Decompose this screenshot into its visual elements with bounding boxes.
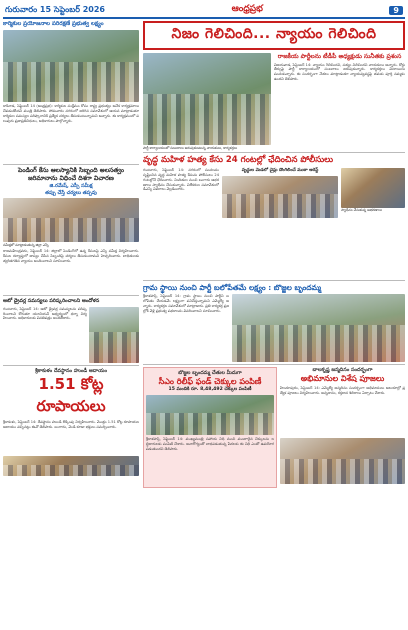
left-story1-body: కాకినాడ, సెప్టెంబర్ 14 (ఆంధ్రప్రభ): కార్మికుల సంక్షేమం కోసం రాష్ట్ర ప్రభుత్వం అనేక కార్యక్రమాలు చేపడుతోందని మంత్రి తెలిపారు. సోమవారం నగరంలో జరిగిన సమావేశంలో ఆయన మాట్లాడుతూ కార్మికుల సమస్యల పరిష్కారానికి ప్రత్యేక చర్యలు తీసుకుంటున్నామని అన్నారు. ఈ కార్యక్రమంలో పలువురు ప్రజాప్రతినిధులు, అధికారులు పాల్గొన్నారు. bbox=[3, 103, 139, 123]
left-story3-headline: ఆటో డ్రైవర్ల సమస్యలు పరిష్కరించాలని ఆందోళన bbox=[3, 298, 100, 305]
right-story4-body: శ్రీకాళహస్తి, సెప్టెంబర్ 14: ముఖ్యమంత్రి సహాయ నిధి నుంచి మంజూరైన చెక్కులను లబ్ధిదారులకు పంపిణీ చేశారు. అనారోగ్యంతో బాధపడుతున్న పేదలకు ఈ నిధి ఎంతో ఉపయోగపడుతుందని తెలిపారు. bbox=[146, 437, 274, 451]
left-story3-body: గుంటూరు, సెప్టెంబర్ 14: ఆటో డ్రైవర్ల సమస్యలను పరిష్కరించాలని కోరుతూ యూనియన్ ఆధ్వర్యంలో ధర్నా నిర్వహించారు. అధికారులకు వినతిపత్రం అందజేశారు. bbox=[3, 306, 87, 321]
right-story5-headline: అభిమానుల విశేష పూజలు bbox=[300, 374, 385, 384]
right-story1-caption: పార్టీ కార్యాలయంలో సంబరాలు జరుపుకుంటున్న నాయకులు, కార్యకర్తలు bbox=[143, 146, 238, 150]
right-story4-subhead: 15 మందికి రూ. 8,48,492 చెక్కుల పంపిణీ bbox=[168, 387, 252, 393]
right-story2-body: గుంటూరు, సెప్టెంబర్ 14: నగరంలో సంచలనం సృష్టించిన వృద్ధ మహిళ హత్య కేసును పోలీసులు 24 గంటల్లోనే ఛేదించారు. నిందితుల నుంచి బంగారు ఆభరణాలు స్వాధీనం చేసుకున్నారు. విలేకరుల సమావేశంలో డీఎస్పీ వివరాలు వెల్లడించారు. bbox=[143, 168, 219, 192]
right-area bbox=[143, 21, 405, 488]
right-story4-photo bbox=[146, 395, 274, 435]
right-story4-box bbox=[143, 367, 277, 488]
brand-name: ఆంధ్రప్రభ bbox=[231, 4, 263, 14]
left-story2-body: రాజమహేంద్రవరం, సెప్టెంబర్ 14: జిల్లాలో పెండింగ్‌లో ఉన్న కేసులపై ఎస్పీ సమీక్ష నిర్వహించారు. కేసుల దర్యాప్తులో జాప్యం చేసిన సిబ్బందిపై చర్యలు తీసుకుంటామని హెచ్చరించారు. బాధితులకు త్వరితగతిన న్యాయం అందించాలని సూచించారు. bbox=[3, 249, 139, 264]
right-story3-headline: గ్రామ స్థాయి నుంచి పార్టీ బలోపేతమే లక్ష్యం : బొజ్జల బృందమ్మ bbox=[143, 283, 322, 293]
left-column bbox=[3, 21, 139, 488]
right-story4-headline: సీఎం రిలీఫ్ ఫండ్ చెక్కుల పంపిణీ bbox=[158, 377, 262, 387]
right-story5-photo bbox=[280, 438, 405, 484]
front-banner-headline: నిజం గెలిచింది... న్యాయం గెలిచింది bbox=[143, 21, 405, 50]
right-story4-kicker: బొజ్జల బృందమ్మ చేతుల మీదుగా bbox=[178, 370, 242, 377]
left-story2-caption: సమీక్షలో మాట్లాడుతున్న జిల్లా ఎస్పీ bbox=[3, 242, 49, 247]
left-story4-kicker: శ్రీకాకుళం దేవస్థానం హుండీ ఆదాయం bbox=[35, 367, 107, 374]
page-number: 9 bbox=[389, 6, 403, 15]
right-story1-photo bbox=[143, 53, 271, 145]
right-story5-kicker: బాలకృష్ణ జన్మదినం సందర్భంగా bbox=[312, 367, 373, 374]
right-story2-jewel-photo bbox=[341, 168, 405, 208]
left-story2-headline: పెండింగ్‌ కేసు ఆలస్యానికి సిబ్బంది అలసత్వం జరిమానాను విధించే దిశగా విచారణ bbox=[17, 166, 125, 182]
right-story2-subhead: వృద్ధుల మెడలో చైన్లు దొంగిలించే ముఠా అరెస్ట్ bbox=[241, 168, 319, 174]
right-story1-headline: రాజకీయ పార్టీలను టీడీపీ అధ్యక్షుడు సునీతకు ప్రశంస bbox=[277, 53, 402, 60]
left-story2-byline1: జి.రమేష్, ఎస్పీ సమీక్ష bbox=[49, 183, 93, 190]
right-story3-photo bbox=[232, 294, 405, 362]
left-story1-headline: కార్మికుల ప్రయోజనాల పరిరక్షణే ప్రభుత్వ లక్ష్యం bbox=[3, 21, 104, 27]
left-story4-body: శ్రీకాకుళం, సెప్టెంబర్ 14: దేవస్థానం హుండీ లెక్కింపు నిర్వహించారు. మొత్తం 1.51 కోట్ల రూపాయల ఆదాయం వచ్చినట్లు ఈవో తెలిపారు. బంగారం, వెండి కూడా భక్తులు సమర్పించారు. bbox=[3, 419, 139, 429]
left-story4-photo bbox=[3, 456, 139, 476]
masthead bbox=[3, 3, 405, 19]
right-story2-caption: స్వాధీనం చేసుకున్న ఆభరణాలు bbox=[341, 208, 382, 213]
right-story2-headline: వృద్ధ మహిళ హత్య కేసు 24 గంటల్లో ఛేదించిన పోలీసులు bbox=[143, 155, 334, 166]
issue-date: గురువారం 15 సెప్టెంబర్ 2026 bbox=[5, 4, 105, 14]
right-story1-body: విజయవాడ, సెప్టెంబర్ 14: న్యాయం గెలిచిందని, సత్యం నిలిచిందని నాయకులు అన్నారు. కోర్టు తీర్పుపై పార్టీ కార్యాలయంలో సంబరాలు జరుపుకున్నారు. కార్యకర్తలు మిఠాయిలు పంచుకున్నారు. ఈ సందర్భంగా నేతలు మాట్లాడుతూ న్యాయవ్యవస్థపై తమకు పూర్తి నమ్మకం ఉందని తెలిపారు. bbox=[274, 62, 405, 82]
left-story3-photo bbox=[89, 307, 139, 363]
left-story2-byline2: తప్పు చేస్తే చర్యలు తప్పవు bbox=[45, 189, 97, 196]
left-story2-photo bbox=[3, 198, 139, 242]
right-story3-body: శ్రీకాళహస్తి, సెప్టెంబర్ 14: గ్రామ స్థాయి నుంచి పార్టీని బలోపేతం చేయడమే లక్ష్యంగా పనిచేస్తున్నామని ఎమ్మెల్యే అన్నారు. కార్యకర్తల సమావేశంలో మాట్లాడారు. ప్రతి కార్యకర్త ప్రజల్లోకి వెళ్లి ప్రభుత్వ పథకాలను వివరించాలని సూచించారు. bbox=[143, 294, 229, 313]
right-story5-body: హిందూపురం, సెప్టెంబర్ 14: ఎమ్మెల్యే జన్మదినం సందర్భంగా అభిమానులు ఆలయాల్లో ప్రత్యేక పూజలు నిర్వహించారు. అన్నదానం, రక్తదాన శిబిరాలు ఏర్పాటు చేశారు. bbox=[280, 386, 405, 396]
left-story1-photo bbox=[3, 30, 139, 102]
right-story2-photo bbox=[222, 176, 338, 218]
left-story4-headline: 1.51 కోట్ల రూపాయలు bbox=[36, 374, 106, 415]
